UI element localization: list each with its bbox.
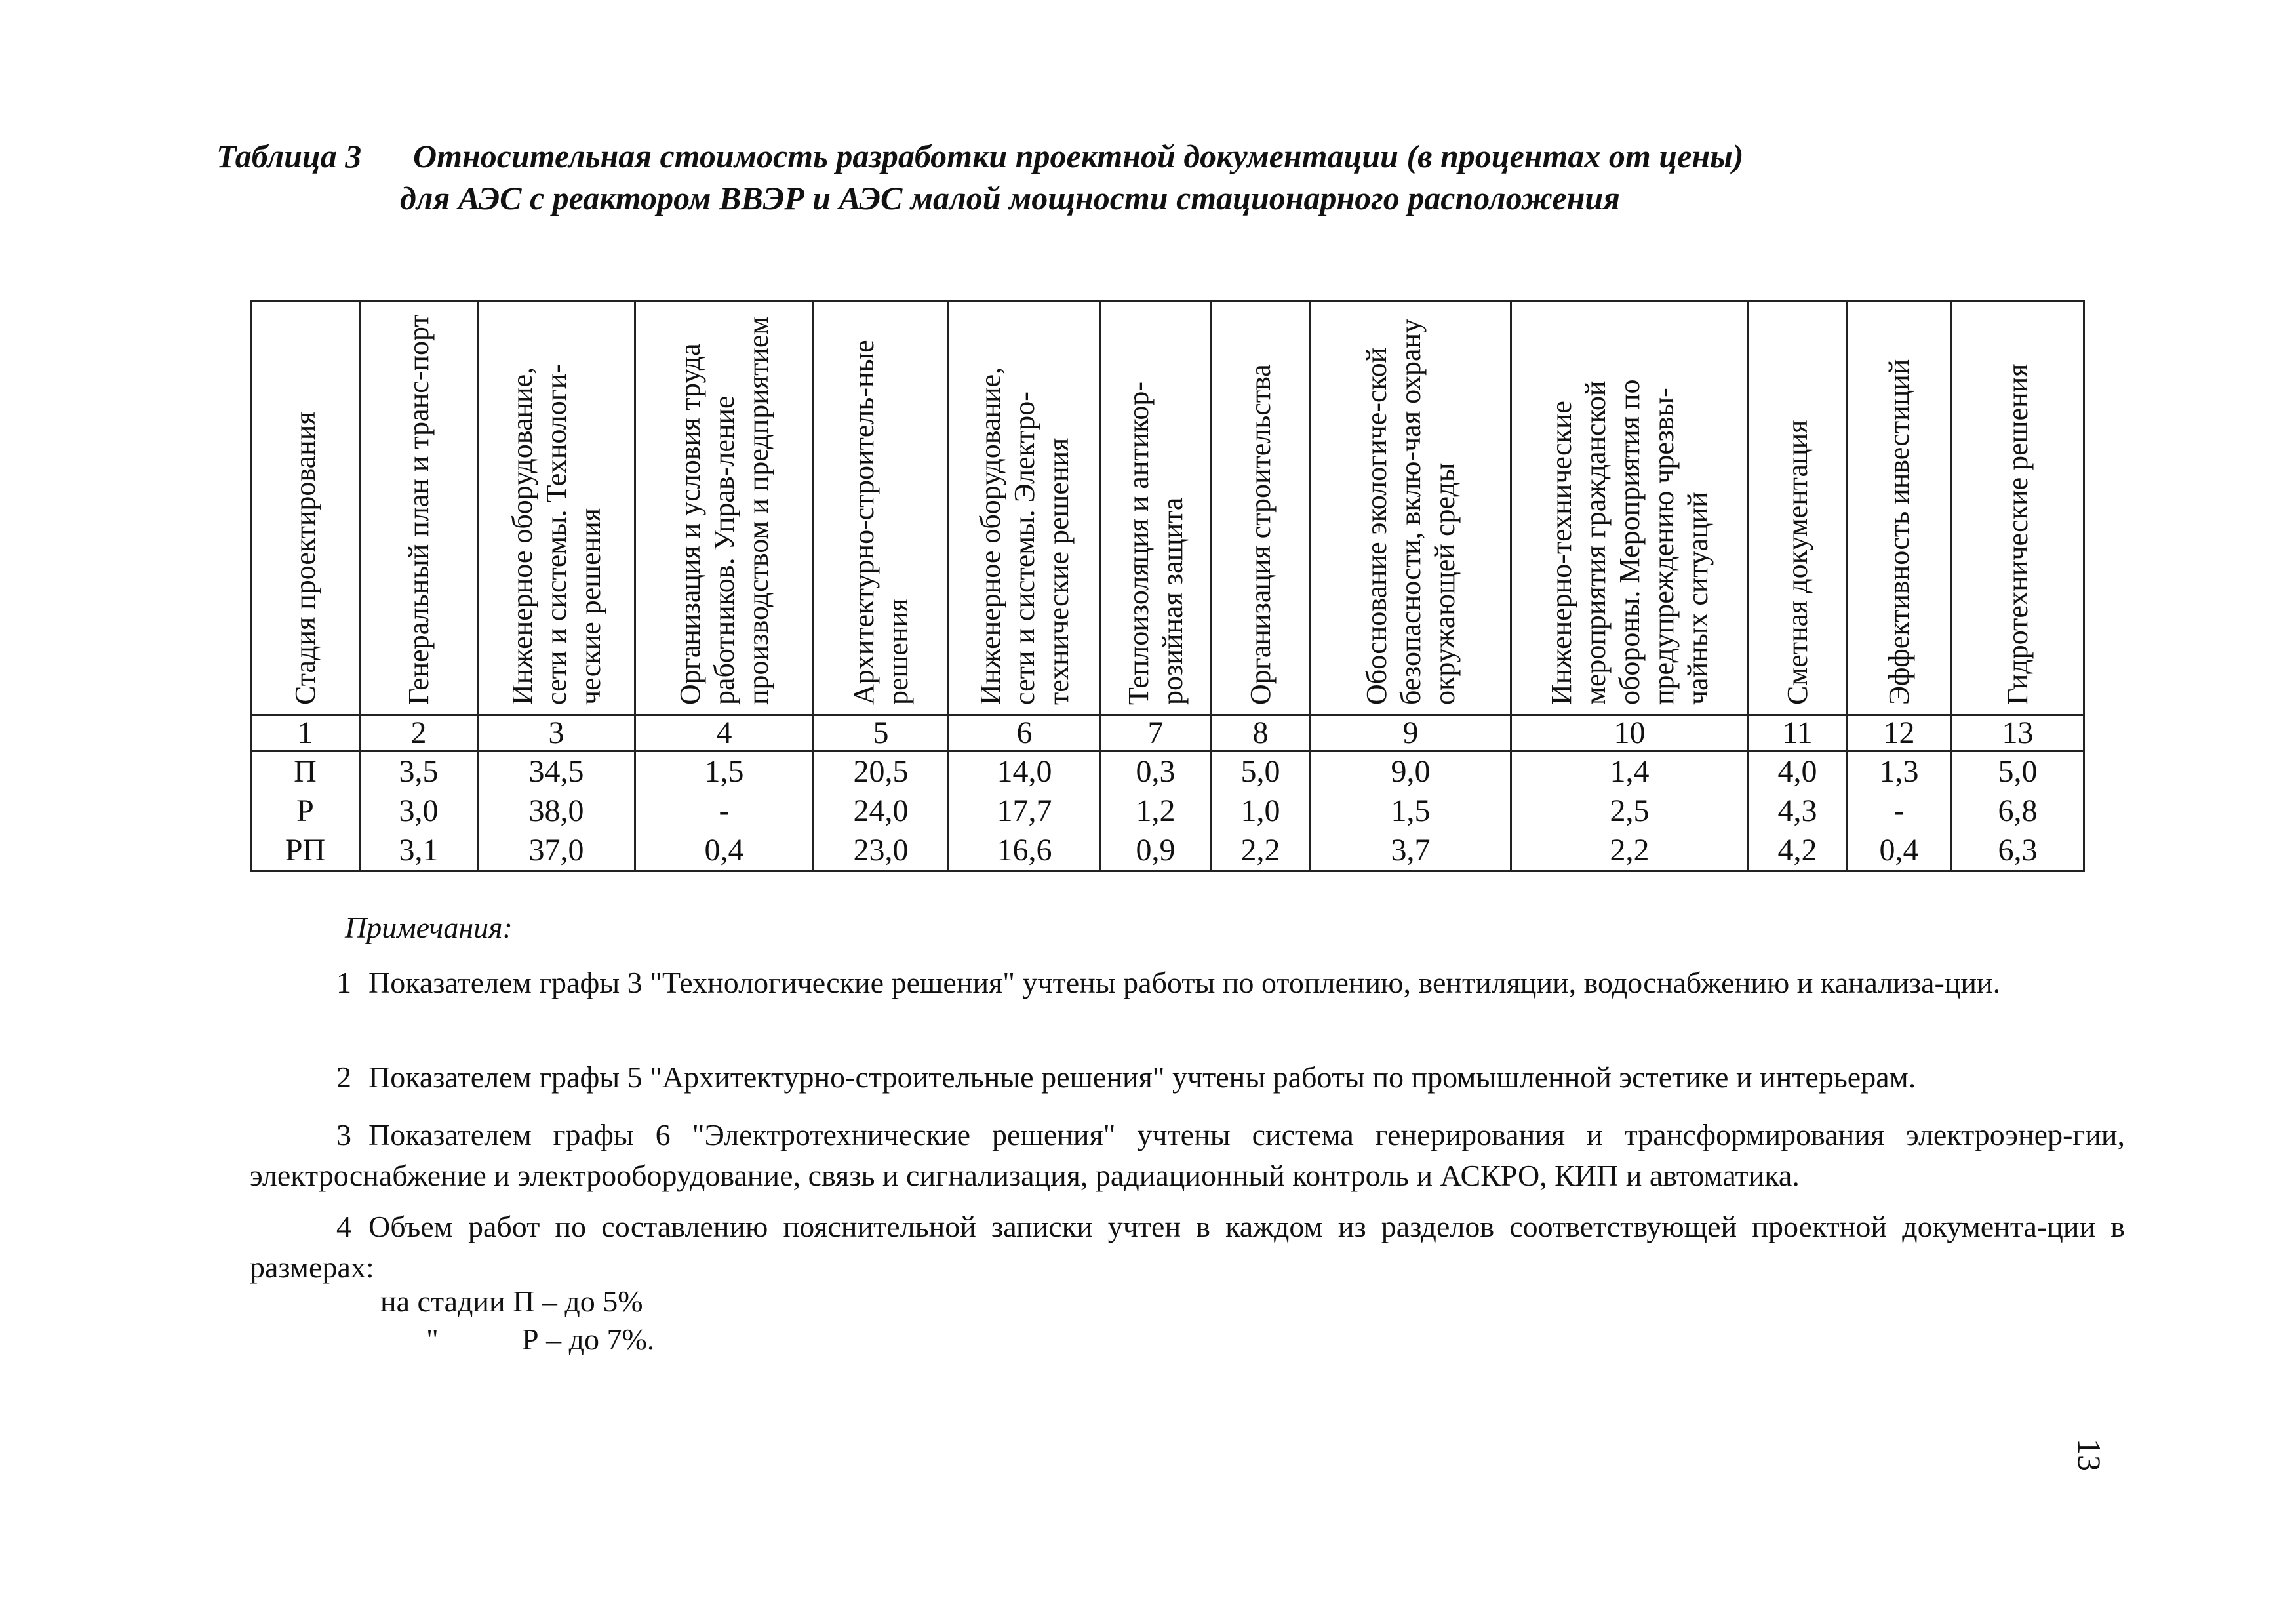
column-number-row xyxy=(251,715,2084,751)
caption-line-1: Относительная стоимость разработки проектной документации (в процентах от цены) xyxy=(413,138,1744,174)
note-text: Объем работ по составлению пояснительной записки учтен в каждом из разделов соответствующей проектной документа-ции в размерах: xyxy=(250,1210,2125,1284)
table-cell: 4,2 xyxy=(1749,831,1847,871)
table-cell: 4,0 xyxy=(1749,751,1847,792)
table-cell: П xyxy=(251,751,360,792)
stage-r-line: Р – до 7%. xyxy=(522,1323,655,1356)
table-cell: РП xyxy=(251,831,360,871)
table-cell: 14,0 xyxy=(949,751,1101,792)
table-cell: 23,0 xyxy=(814,831,949,871)
column-number: 6 xyxy=(949,715,1101,751)
stage-p-line: на стадии П – до 5% xyxy=(380,1285,643,1318)
column-number: 3 xyxy=(478,715,635,751)
table-cell: 0,3 xyxy=(1101,751,1211,792)
table-cell: 3,0 xyxy=(360,791,478,831)
header-cell: Эффективность инвестиций xyxy=(1847,302,1952,715)
note-number: 2 xyxy=(336,1060,351,1094)
caption-label: Таблица 3 xyxy=(216,138,362,174)
table-cell: 3,7 xyxy=(1311,831,1511,871)
table-cell: 0,9 xyxy=(1101,831,1211,871)
table-caption xyxy=(216,135,2118,219)
table-cell: 2,2 xyxy=(1211,831,1311,871)
table-cell: 20,5 xyxy=(814,751,949,792)
table-cell: 24,0 xyxy=(814,791,949,831)
table-cell: 38,0 xyxy=(478,791,635,831)
table-cell: 1,0 xyxy=(1211,791,1311,831)
table-cell: 17,7 xyxy=(949,791,1101,831)
note-item xyxy=(250,1115,2125,1196)
column-number: 11 xyxy=(1749,715,1847,751)
note-item xyxy=(250,1207,2125,1288)
note-text: Показателем графы 5 "Архитектурно-строительные решения" учтены работы по промышленной эстетике и интерьерам. xyxy=(368,1060,1916,1094)
note-number: 3 xyxy=(336,1118,351,1151)
caption-line-2: для АЭС с реактором ВВЭР и АЭС малой мощности стационарного расположения xyxy=(400,180,1620,216)
table-cell: 4,3 xyxy=(1749,791,1847,831)
table-cell: - xyxy=(635,791,814,831)
note-text: Показателем графы 3 "Технологические решения" учтены работы по отоплению, вентиляции, водоснабжению и канализа-ции. xyxy=(368,966,2001,999)
column-number: 10 xyxy=(1511,715,1749,751)
table-cell: 9,0 xyxy=(1311,751,1511,792)
table-cell: 5,0 xyxy=(1211,751,1311,792)
table-cell: 34,5 xyxy=(478,751,635,792)
table-row xyxy=(251,791,2084,831)
column-number: 12 xyxy=(1847,715,1952,751)
column-number: 8 xyxy=(1211,715,1311,751)
table-cell: 2,5 xyxy=(1511,791,1749,831)
header-cell: Инженерное оборудование, сети и системы. Технологи-ческие решения xyxy=(478,302,635,715)
column-number: 9 xyxy=(1311,715,1511,751)
column-number: 1 xyxy=(251,715,360,751)
table-cell: 0,4 xyxy=(635,831,814,871)
column-number: 4 xyxy=(635,715,814,751)
header-cell: Теплоизоляция и антикор-розийная защита xyxy=(1101,302,1211,715)
column-number: 2 xyxy=(360,715,478,751)
table-cell: 1,2 xyxy=(1101,791,1211,831)
header-cell: Гидротехнические решения xyxy=(1952,302,2084,715)
table-cell: 6,8 xyxy=(1952,791,2084,831)
header-row xyxy=(251,302,2084,715)
table-cell: Р xyxy=(251,791,360,831)
table-cell: 3,1 xyxy=(360,831,478,871)
table-cell: 1,5 xyxy=(1311,791,1511,831)
header-cell: Обоснование экологиче-ской безопасности, вклю-чая охрану окружающей среды xyxy=(1311,302,1511,715)
table-cell: 3,5 xyxy=(360,751,478,792)
header-cell: Генеральный план и транс-порт xyxy=(360,302,478,715)
table-cell: 5,0 xyxy=(1952,751,2084,792)
notes-title: Примечания: xyxy=(345,911,513,944)
header-cell: Организация и условия труда работников. Управ-ление производством и предприятием xyxy=(635,302,814,715)
cost-table xyxy=(250,300,2085,872)
table-row xyxy=(251,831,2084,871)
table-row xyxy=(251,751,2084,792)
header-cell: Стадия проектирования xyxy=(251,302,360,715)
column-number: 5 xyxy=(814,715,949,751)
header-cell: Инженерное оборудование, сети и системы. Электро-технические решения xyxy=(949,302,1101,715)
note-item xyxy=(250,1057,2125,1098)
table-cell: - xyxy=(1847,791,1952,831)
table-cell: 0,4 xyxy=(1847,831,1952,871)
note-text: Показателем графы 6 "Электротехнические решения" учтены система генерирования и трансформирования электроэнер-гии, электроснабжение и электрооборудование, связь и сигнализация, радиационный контроль и АСКРО, КИП и автоматика. xyxy=(250,1118,2125,1192)
table-cell: 16,6 xyxy=(949,831,1101,871)
header-cell: Инженерно-технические мероприятия гражданской обороны. Мероприятия по предупреждению чрезвы-чайных ситуаций xyxy=(1511,302,1749,715)
header-cell: Архитектурно-строитель-ные решения xyxy=(814,302,949,715)
table-cell: 6,3 xyxy=(1952,831,2084,871)
table-cell: 37,0 xyxy=(478,831,635,871)
page-number: 13 xyxy=(2071,1439,2108,1471)
ditto-mark: " xyxy=(426,1323,439,1356)
table-cell: 1,4 xyxy=(1511,751,1749,792)
column-number: 7 xyxy=(1101,715,1211,751)
table-cell: 2,2 xyxy=(1511,831,1749,871)
note-number: 1 xyxy=(336,966,351,999)
header-cell: Сметная документация xyxy=(1749,302,1847,715)
table-cell: 1,3 xyxy=(1847,751,1952,792)
table-cell: 1,5 xyxy=(635,751,814,792)
header-cell: Организация строительства xyxy=(1211,302,1311,715)
note-item xyxy=(250,963,2125,1003)
note-number: 4 xyxy=(336,1210,351,1243)
column-number: 13 xyxy=(1952,715,2084,751)
